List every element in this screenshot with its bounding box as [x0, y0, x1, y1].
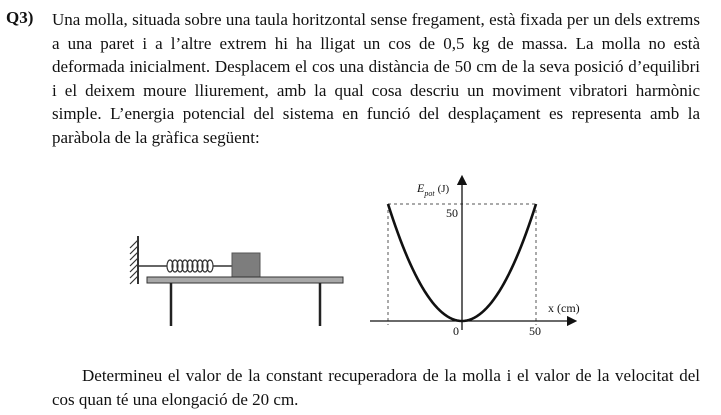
question-statement: Una molla, situada sobre una taula horitzontal sense fregament, està fixada per un dels extrems a una paret i a l’altre extrem hi ha lligat un cos de 0,5 kg de massa. La molla no està deformada inicialment. Desplacem el cos una distància de 50 cm de la seva posició d’equilibri i el deixem moure lliurement, amb la qual cosa descriu un moviment vibratori harmònic simple. L’energia potencial del sistema en funció del desplaçament es representa amb la paràbola de la gràfica següent:	[52, 10, 700, 147]
mass-block	[232, 253, 260, 277]
question-task: Determineu el valor de la constant recuperadora de la molla i el valor de la velocitat del cos quan té una elongació de 20 cm.	[52, 366, 700, 409]
y-tick-label: 50	[446, 206, 458, 220]
spring-table-illustration	[125, 228, 350, 328]
question-label: Q3)	[6, 8, 34, 27]
x-tick-label: 50	[529, 324, 541, 338]
potential-energy-graph	[360, 170, 590, 340]
x-tick-origin: 0	[453, 324, 459, 338]
y-axis-label: $E_{pot}$ (J)	[417, 181, 450, 198]
x-axis-label: x (cm)	[548, 301, 580, 315]
